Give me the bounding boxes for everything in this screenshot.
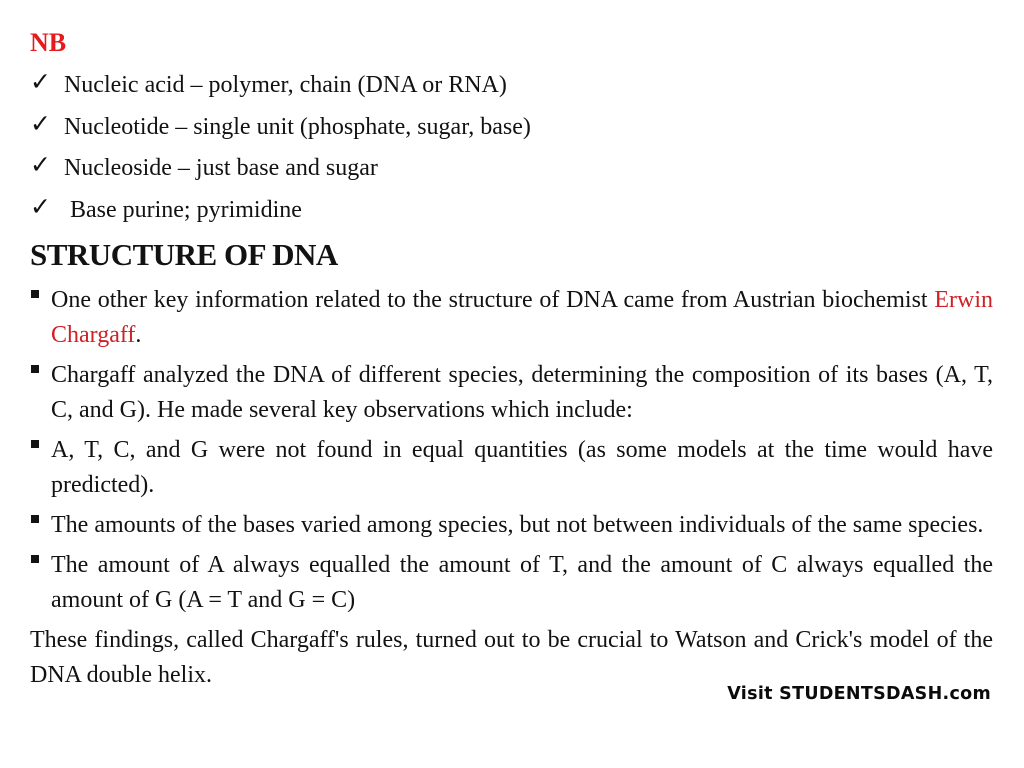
- check-list-item: [30, 64, 993, 106]
- check-list-item: [30, 189, 993, 231]
- bullet-text-post: .: [135, 322, 142, 348]
- bullet-paragraph: [30, 358, 993, 428]
- bullet-text: The amounts of the bases varied among species, but not between individuals of the same species.: [51, 512, 984, 538]
- bullet-paragraph: [30, 508, 993, 543]
- check-list-item: [30, 147, 993, 189]
- check-item-text: Base purine; pyrimidine: [69, 196, 302, 223]
- bullet-square-icon: [31, 365, 39, 373]
- checkmark-icon: ✓: [30, 150, 51, 179]
- highlighted-name: Erwin Chargaff: [51, 287, 993, 348]
- nb-heading: NB: [30, 28, 67, 57]
- bullet-square-icon: [31, 515, 39, 523]
- bullet-square-icon: [31, 290, 39, 298]
- bullet-square-icon: [31, 555, 39, 563]
- checkmark-icon: ✓: [30, 108, 51, 138]
- bullet-text: A, T, C, and G were not found in equal quantities (as some models at the time would have predicted).: [51, 437, 993, 498]
- closing-paragraph: These findings, called Chargaff's rules, turned out to be crucial to Watson and Crick's model of the DNA double helix.: [30, 627, 993, 688]
- checkmark-icon: ✓: [30, 67, 51, 96]
- bullet-text: One other key information related to the structure of DNA came from Austrian biochemist: [51, 287, 935, 313]
- bullet-paragraph: [30, 283, 993, 353]
- bullet-paragraph: [30, 548, 993, 618]
- nb-check-list: [30, 64, 993, 230]
- checkmark-icon: ✓: [30, 191, 51, 221]
- watermark: Visit STUDENTSDASH.com: [727, 684, 991, 704]
- section-heading: STRUCTURE OF DNA: [30, 237, 338, 272]
- bullet-text: The amount of A always equalled the amount of T, and the amount of C always equalled the amount of G (A = T and G = C): [51, 552, 993, 613]
- check-list-item: [30, 106, 993, 148]
- check-item-text: Nucleoside – just base and sugar: [63, 155, 378, 181]
- bullet-square-icon: [31, 440, 39, 448]
- bullet-paragraph: [30, 433, 993, 503]
- bullet-text: Chargaff analyzed the DNA of different species, determining the composition of its bases (A, T, C, and G). He made several key observations which include:: [51, 362, 993, 423]
- check-item-text: Nucleotide – single unit (phosphate, sugar, base): [63, 113, 531, 140]
- check-item-text: Nucleic acid – polymer, chain (DNA or RNA): [63, 72, 507, 98]
